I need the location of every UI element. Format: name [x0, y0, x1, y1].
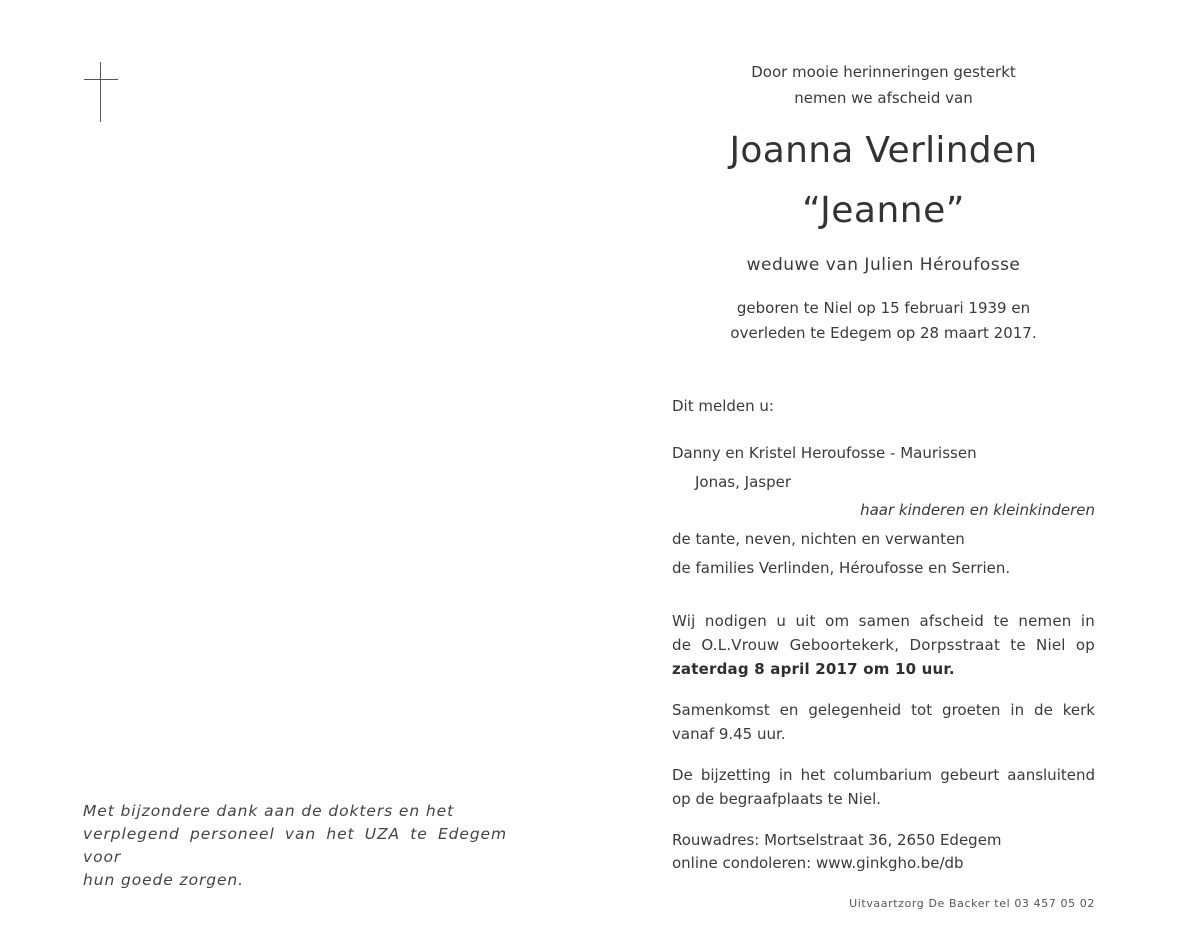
intro-line: Door mooie herinneringen gesterkt — [751, 63, 1016, 81]
life-dates — [672, 296, 1095, 346]
widow-of: weduwe van Julien Héroufosse — [746, 255, 1021, 275]
family-line: Jonas, Jasper — [695, 473, 791, 491]
gathering-text — [672, 698, 1095, 746]
gather-line: Samenkomst en gelegenheid tot groeten in de kerk — [672, 701, 1095, 719]
invitation-text — [672, 609, 1095, 681]
invite-line: de O.L.Vrouw Geboortekerk, Dorpsstraat te Niel op — [672, 636, 1095, 654]
announce-text: Dit melden u: — [672, 397, 774, 415]
invite-date: zaterdag 8 april 2017 om 10 uur. — [672, 660, 955, 678]
cross-icon — [84, 62, 118, 122]
born-line: geboren te Niel op 15 februari 1939 en — [736, 299, 1031, 317]
burial-line: De bijzetting in het columbarium gebeurt aansluitend — [672, 766, 1095, 784]
deceased-nickname: “Jeanne” — [802, 190, 965, 231]
family-line: Danny en Kristel Heroufosse - Maurissen — [672, 444, 977, 462]
died-line: overleden te Edegem op 28 maart 2017. — [730, 324, 1037, 342]
intro-line: nemen we afscheid van — [794, 89, 973, 107]
thanks-note — [83, 800, 507, 892]
family-line: de tante, neven, nichten en verwanten — [672, 530, 965, 548]
family-line: de families Verlinden, Héroufosse en Serrien. — [672, 559, 1011, 577]
family-role: haar kinderen en kleinkinderen — [860, 501, 1095, 519]
thanks-line: verplegend personeel van het UZA te Edegem voor — [83, 825, 507, 866]
undertaker-info: Uitvaartzorg De Backer tel 03 457 05 02 — [849, 897, 1095, 910]
thanks-line: Met bijzondere dank aan de dokters en het — [83, 802, 455, 820]
deceased-name: Joanna Verlinden — [729, 130, 1038, 171]
thanks-line: hun goede zorgen. — [83, 871, 244, 889]
gather-line: vanaf 9.45 uur. — [672, 725, 786, 743]
intro-text — [672, 59, 1095, 111]
burial-line: op de begraafplaats te Niel. — [672, 790, 882, 808]
online-condolences: online condoleren: www.ginkgho.be/db — [672, 854, 964, 872]
burial-text — [672, 763, 1095, 811]
invite-line: Wij nodigen u uit om samen afscheid te nemen in — [672, 612, 1095, 630]
mourning-address: Rouwadres: Mortselstraat 36, 2650 Edegem — [672, 831, 1002, 849]
